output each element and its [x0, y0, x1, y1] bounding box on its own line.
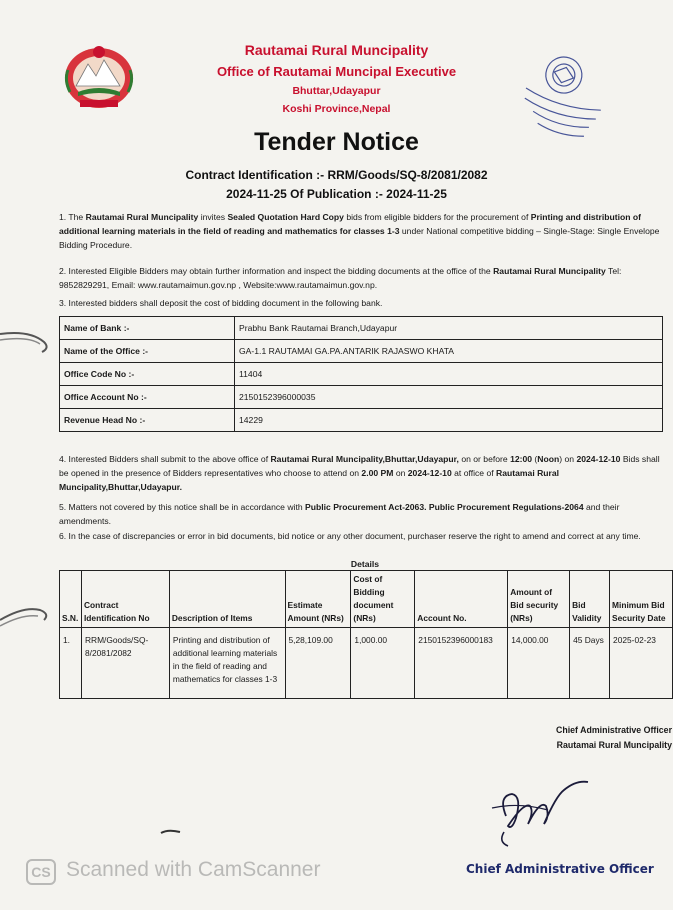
details-caption: Details: [350, 559, 380, 569]
office-rubber-stamp: [518, 48, 610, 140]
details-cell: 14,000.00: [508, 628, 570, 699]
office-location: Bhuttar,Udayapur: [292, 85, 381, 97]
bank-field-label: Office Account No :-: [60, 386, 235, 409]
binder-clip-graphic: [0, 326, 56, 356]
paragraph-3: 3. Interested bidders shall deposit the cost of bidding document in the following bank.: [59, 298, 383, 308]
handwritten-designation: Chief Administrative Officer: [466, 862, 654, 876]
details-cell: RRM/Goods/SQ-8/2081/2082: [81, 628, 169, 699]
camscanner-watermark: [26, 858, 366, 888]
paragraph-4: 4. Interested Bidders shall submit to the above office of Rautamai Rural Muncipality,Bhuttar,Udayapur, on or before 12:00 (Noon) on 2024-12-10 Bids shall be opened in the presence of Bidders representatives who choose to attend on 2.00 PM on 2024-12-10 at office of Rautamai Rural Muncipality,Bhuttar,Udayapur.: [59, 454, 660, 492]
bank-table-row: [60, 409, 663, 432]
details-cell: Printing and distribution of additional learning materials in the field of reading and mathematics for classes 1-3: [169, 628, 285, 699]
camscanner-text: Scanned with CamScanner: [66, 858, 321, 881]
tender-details-table: [59, 570, 673, 699]
contract-identification: Contract Identification :- RRM/Goods/SQ-8/2081/2082: [185, 168, 488, 182]
office-name: Office of Rautamai Muncipal Executive: [216, 64, 457, 79]
bank-field-label: Name of Bank :-: [60, 317, 235, 340]
paragraph-2: 2. Interested Eligible Bidders may obtain further information and inspect the bidding documents at the office of the Rautamai Rural Muncipality Tel: 9852829291, Email: www.rautamaimun.gov.np , Website:www.rautamaimun.gov.np.: [59, 266, 622, 290]
bank-table-row: [60, 317, 663, 340]
camscanner-logo-icon: CS: [26, 859, 56, 885]
details-cell: 2025-02-23: [610, 628, 673, 699]
details-column-header: Contract Identification No: [81, 571, 169, 628]
bank-table-row: [60, 340, 663, 363]
handwritten-signature: [478, 766, 598, 858]
ink-smudge: [160, 829, 182, 835]
details-column-header: Description of Items: [169, 571, 285, 628]
details-column-header: Amount of Bid security (NRs): [508, 571, 570, 628]
bank-table-row: [60, 386, 663, 409]
paragraph-5: 5. Matters not covered by this notice shall be in accordance with Public Procurement Act-2063. Public Procurement Regulations-2064 and their amendments.: [59, 502, 620, 526]
province: Koshi Province,Nepal: [282, 103, 391, 115]
details-cell: 1,000.00: [351, 628, 415, 699]
bank-field-value: 14229: [235, 409, 663, 432]
paragraph-6: 6. In the case of discrepancies or error in bid documents, bid notice or any other document, purchaser reserve the right to amend and correct at any time.: [59, 531, 641, 541]
details-cell: 1.: [60, 628, 82, 699]
bank-field-value: 11404: [235, 363, 663, 386]
details-column-header: Cost of Bidding document (NRs): [351, 571, 415, 628]
bank-field-value: Prabhu Bank Rautamai Branch,Udayapur: [235, 317, 663, 340]
publication-date: 2024-11-25 Of Publication :- 2024-11-25: [226, 187, 447, 201]
paragraph-1: 1. The Rautamai Rural Muncipality invites Sealed Quotation Hard Copy bids from eligible bidders for the procurement of Printing and distribution of additional learning materials in the field of reading and mathematics for classes 1-3 under National competitive bidding – Single-Stage: Single Envelope Bidding Procedure.: [59, 212, 660, 250]
details-column-header: Account No.: [415, 571, 508, 628]
bank-field-label: Name of the Office :-: [60, 340, 235, 363]
bank-details-table: [59, 316, 663, 432]
signatory-org: Rautamai Rural Muncipality: [556, 740, 672, 750]
details-cell: 45 Days: [570, 628, 610, 699]
bank-field-label: Revenue Head No :-: [60, 409, 235, 432]
details-cell: 2150152396000183: [415, 628, 508, 699]
details-column-header: S.N.: [60, 571, 82, 628]
details-column-header: Minimum Bid Security Date: [610, 571, 673, 628]
bank-table-row: [60, 363, 663, 386]
binder-clip-graphic: [0, 600, 56, 630]
bank-field-value: GA-1.1 RAUTAMAI GA.PA.ANTARIK RAJASWO KHATA: [235, 340, 663, 363]
details-column-header: Estimate Amount (NRs): [285, 571, 351, 628]
details-column-header: Bid Validity: [570, 571, 610, 628]
signatory-title: Chief Administrative Officer: [555, 725, 672, 735]
bank-field-value: 2150152396000035: [235, 386, 663, 409]
details-cell: 5,28,109.00: [285, 628, 351, 699]
document-title: Tender Notice: [254, 128, 419, 156]
bank-field-label: Office Code No :-: [60, 363, 235, 386]
table-row: [60, 628, 673, 699]
org-name: Rautamai Rural Muncipality: [244, 42, 429, 58]
